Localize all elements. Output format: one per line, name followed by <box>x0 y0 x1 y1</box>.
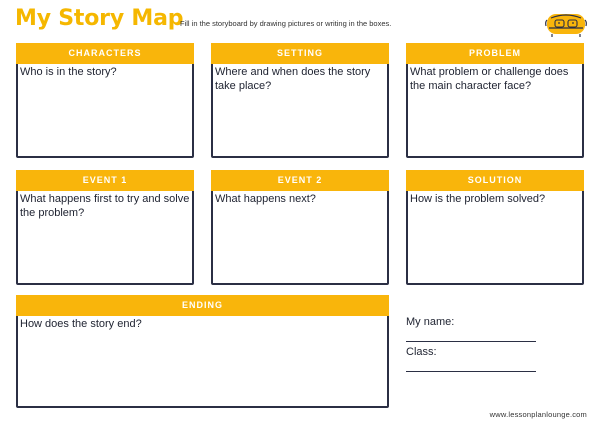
problem-prompt: What problem or challenge does the main character face? <box>410 66 569 92</box>
class-label: Class: <box>406 346 437 358</box>
ending-header: ENDING <box>16 295 389 316</box>
solution-prompt: How is the problem solved? <box>410 193 546 205</box>
event2-header: EVENT 2 <box>211 170 389 191</box>
event1-header: EVENT 1 <box>16 170 194 191</box>
page-title: My Story Map <box>15 6 184 31</box>
name-label: My name: <box>406 316 455 328</box>
instructions-text: Fill in the storyboard by drawing pictures or writing in the boxes. <box>180 19 392 28</box>
problem-header: PROBLEM <box>406 43 584 64</box>
characters-prompt: Who is in the story? <box>20 66 117 78</box>
class-input-line[interactable] <box>406 371 536 372</box>
event1-prompt: What happens first to try and solve the problem? <box>20 193 190 219</box>
website-footer: www.lessonplanlounge.com <box>489 410 587 419</box>
event2-prompt: What happens next? <box>215 193 316 205</box>
characters-header: CHARACTERS <box>16 43 194 64</box>
setting-header: SETTING <box>211 43 389 64</box>
sofa-logo-icon <box>543 8 589 40</box>
ending-prompt: How does the story end? <box>20 318 142 330</box>
setting-prompt: Where and when does the story take place? <box>215 66 371 92</box>
solution-header: SOLUTION <box>406 170 584 191</box>
name-input-line[interactable] <box>406 341 536 342</box>
